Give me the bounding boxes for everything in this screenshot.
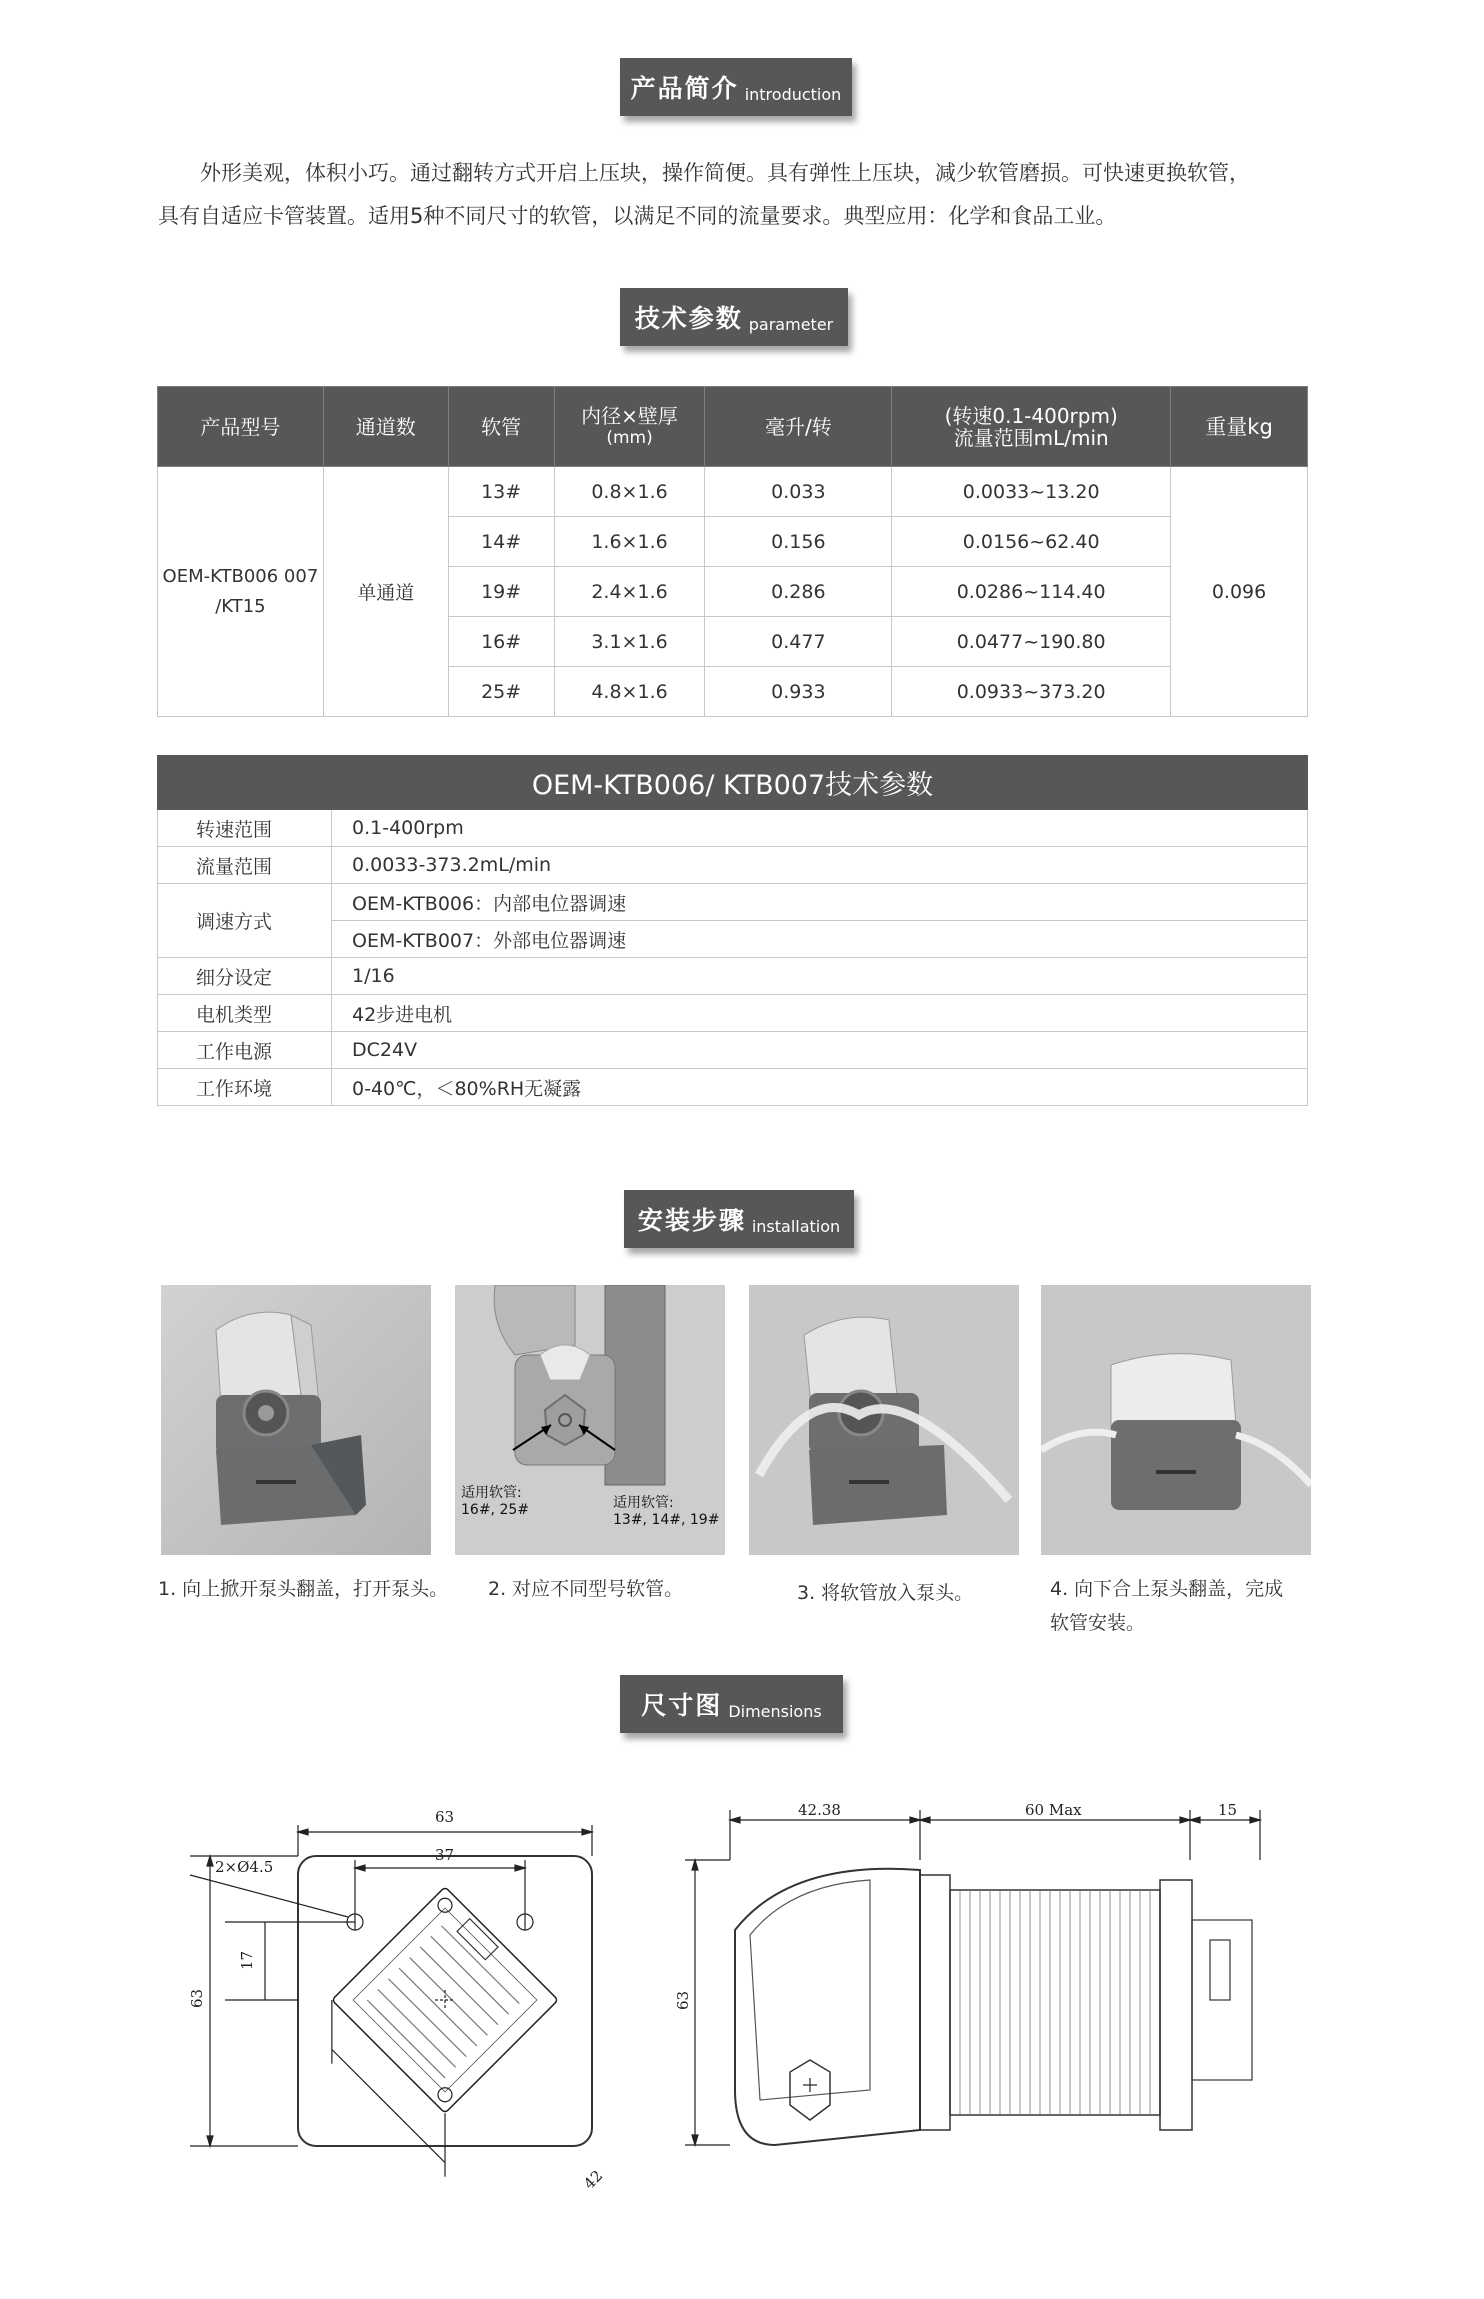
header-model: 产品型号 — [158, 387, 324, 467]
cell-ml: 0.286 — [705, 567, 892, 617]
spec-value: 1/16 — [332, 958, 1308, 995]
dim-pump-head: 42.38 — [798, 1801, 841, 1819]
header-ml-per-rev: 毫升/转 — [705, 387, 892, 467]
dim-diag-42: 42 — [580, 2166, 607, 2193]
install-caption-3: 3. 将软管放入泵头。 — [797, 1582, 974, 1604]
section-title-cn: 产品简介 — [630, 74, 739, 103]
cell-tube: 14# — [448, 517, 554, 567]
spec-value: 42步进电机 — [332, 995, 1308, 1032]
section-title-cn: 技术参数 — [634, 304, 743, 333]
cell-size: 0.8×1.6 — [554, 467, 705, 517]
pump-lid-closed-image — [1041, 1285, 1311, 1555]
header-size-main: 内径×壁厚 — [581, 403, 678, 428]
table-row — [158, 1032, 1308, 1069]
cell-tube: 13# — [448, 467, 554, 517]
header-tube: 软管 — [448, 387, 554, 467]
header-size-unit: (mm) — [606, 427, 653, 448]
spec-key: 工作电源 — [158, 1032, 332, 1069]
tube-label-right-value: 13#, 14#, 19# — [613, 1512, 720, 1528]
dim-offset-17: 17 — [238, 1950, 256, 1970]
spec-key: 流量范围 — [158, 847, 332, 884]
cell-flow: 0.0477~190.80 — [892, 617, 1171, 667]
spec-key: 细分设定 — [158, 958, 332, 995]
cell-size: 3.1×1.6 — [554, 617, 705, 667]
spec-key: 调速方式 — [158, 884, 332, 958]
cell-flow: 0.0156~62.40 — [892, 517, 1171, 567]
front-view-drawing — [190, 1825, 592, 2177]
table-row — [158, 1069, 1308, 1106]
table-row — [158, 884, 1308, 921]
install-photo-2 — [455, 1285, 725, 1555]
dim-side-height: 63 — [674, 1990, 692, 2010]
cell-weight: 0.096 — [1171, 467, 1308, 717]
section-title-parameter — [620, 288, 848, 346]
tube-label-left-title: 适用软管: — [461, 1485, 522, 1501]
table-row — [158, 958, 1308, 995]
install-caption-1: 1. 向上掀开泵头翻盖，打开泵头。 — [158, 1578, 449, 1600]
tube-label-right — [613, 1495, 719, 1529]
header-channels: 通道数 — [323, 387, 448, 467]
spec-value: OEM-KTB007：外部电位器调速 — [332, 921, 1308, 958]
table-row — [158, 467, 1308, 517]
section-title-en: parameter — [748, 314, 834, 334]
section-title-cn: 安装步骤 — [637, 1206, 746, 1235]
dim-width-63: 63 — [435, 1808, 455, 1826]
spec-value: DC24V — [332, 1032, 1308, 1069]
spec-value: 0.0033-373.2mL/min — [332, 847, 1308, 884]
table-header-row — [158, 387, 1308, 467]
header-weight: 重量kg — [1171, 387, 1308, 467]
cell-size: 2.4×1.6 — [554, 567, 705, 617]
dim-holes: 2×Ø4.5 — [215, 1858, 274, 1876]
spec-table-title: OEM-KTB006/ KTB007技术参数 — [158, 756, 1308, 810]
header-flow-speed: (转速0.1-400rpm) — [944, 403, 1118, 428]
table-row — [158, 810, 1308, 847]
cell-tube: 25# — [448, 667, 554, 717]
cell-size: 1.6×1.6 — [554, 517, 705, 567]
pump-tube-inserted-image — [749, 1285, 1019, 1555]
intro-line-1: 外形美观，体积小巧。通过翻转方式开启上压块，操作简便。具有弹性上压块，减少软管磨损。可快速更换软管， — [200, 161, 1250, 185]
cell-ml: 0.033 — [705, 467, 892, 517]
section-title-en: introduction — [744, 84, 842, 104]
cell-tube: 16# — [448, 617, 554, 667]
dim-height-63: 63 — [188, 1988, 206, 2008]
tube-label-left-value: 16#, 25# — [461, 1502, 529, 1518]
cell-model: OEM-KTB006 007 /KT15 — [158, 467, 324, 717]
spec-key: 电机类型 — [158, 995, 332, 1032]
section-title-introduction — [620, 58, 852, 116]
cell-ml: 0.156 — [705, 517, 892, 567]
section-title-en: installation — [751, 1216, 841, 1236]
header-flow-range: 流量范围mL/min — [953, 425, 1109, 450]
section-title-cn: 尺寸图 — [641, 1691, 723, 1720]
pump-open-lid-image — [161, 1285, 431, 1555]
dim-hole-spacing: 37 — [435, 1846, 455, 1864]
cell-flow: 0.0033~13.20 — [892, 467, 1171, 517]
section-title-en: Dimensions — [728, 1701, 822, 1721]
table-row — [158, 995, 1308, 1032]
cell-flow: 0.0286~114.40 — [892, 567, 1171, 617]
install-photo-3 — [749, 1285, 1019, 1555]
dim-rear: 15 — [1218, 1801, 1238, 1819]
install-caption-2: 2. 对应不同型号软管。 — [488, 1578, 684, 1600]
dimension-drawings — [150, 1760, 1280, 2280]
install-caption-4 — [1050, 1572, 1283, 1640]
spec-value: 0-40℃，＜80%RH无凝露 — [332, 1069, 1308, 1106]
spec-value: OEM-KTB006：内部电位器调速 — [332, 884, 1308, 921]
spec-value: 0.1-400rpm — [332, 810, 1308, 847]
section-title-dimensions — [620, 1675, 843, 1733]
install-photo-1 — [161, 1285, 431, 1555]
cell-ml: 0.933 — [705, 667, 892, 717]
header-flow — [892, 387, 1171, 467]
tube-label-left — [461, 1485, 529, 1519]
cell-size: 4.8×1.6 — [554, 667, 705, 717]
parameter-table — [157, 386, 1308, 717]
header-size — [554, 387, 705, 467]
section-title-installation — [624, 1190, 854, 1248]
intro-line-2: 具有自适应卡管装置。适用5种不同尺寸的软管，以满足不同的流量要求。典型应用：化学和食品工业。 — [158, 204, 1117, 228]
install-caption-4-line1: 4. 向下合上泵头翻盖，完成 — [1050, 1578, 1284, 1600]
dim-motor-length: 60 Max — [1025, 1801, 1082, 1819]
cell-ml: 0.477 — [705, 617, 892, 667]
cell-channels: 单通道 — [323, 467, 448, 717]
install-caption-4-line2: 软管安装。 — [1050, 1612, 1146, 1634]
table-row — [158, 847, 1308, 884]
side-view-drawing — [685, 1810, 1260, 2145]
tube-label-right-title: 适用软管: — [613, 1495, 674, 1511]
spec-table — [157, 755, 1308, 1106]
cell-flow: 0.0933~373.20 — [892, 667, 1171, 717]
spec-key: 转速范围 — [158, 810, 332, 847]
cell-tube: 19# — [448, 567, 554, 617]
spec-key: 工作环境 — [158, 1069, 332, 1106]
install-photo-4 — [1041, 1285, 1311, 1555]
intro-paragraph — [158, 152, 1308, 238]
